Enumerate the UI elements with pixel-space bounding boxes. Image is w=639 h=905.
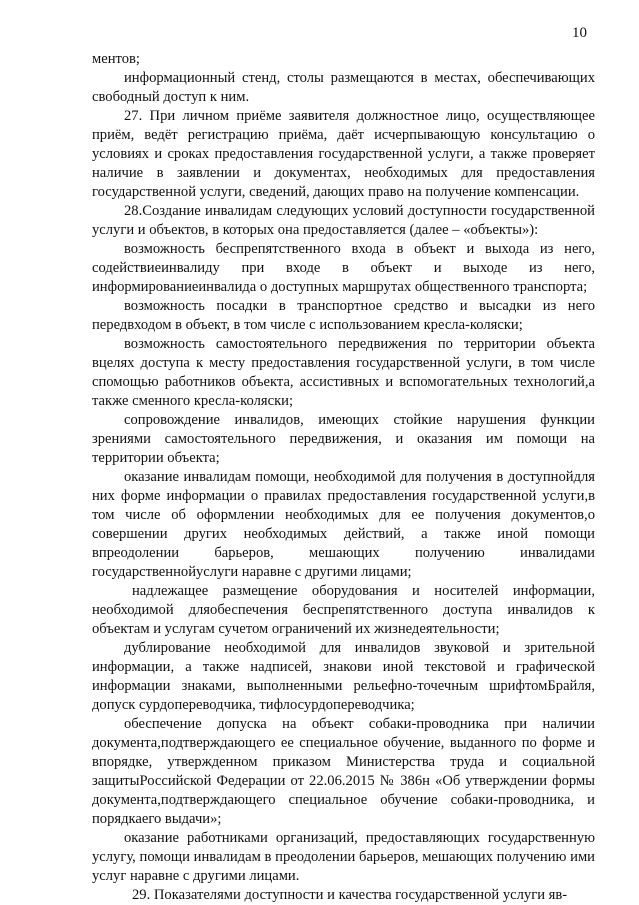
paragraph-27: 27. При личном приёме заявителя должностное лицо, осуществляющее приём, ведёт регистрацию приёма, даёт исчерпывающую консультацию о условиях и сроках предоставления государственной услуги, а также проверяет наличие в заявлении и документах, необходимых для предоставления государственной услуги, сведений, дающих право на получение компенсации. [92, 108, 595, 200]
paragraph-duplication: дублирование необходимой для инвалидов звуковой и зрительной информации, а также надписей, знакови иной текстовой и графической информации знаками, выполненными рельефно-точечным шрифтомБрайля, допуск сурдопереводчика, тифлосурдопереводчика; [92, 640, 595, 713]
paragraph-equipment: надлежащее размещение оборудования и носителей информации, необходимой дляобеспечения беспрепятственного доступа инвалидов к объектам и услугам сучетом ограничений их жизнедеятельности; [92, 583, 595, 637]
paragraph-staff-help: оказание работниками организаций, предоставляющих государственную услугу, помощи инвалидам в преодолении барьеров, мешающих получению ими услуг наравне с другими лицами. [92, 830, 595, 884]
paragraph-info-stand: информационный стенд, столы размещаются в местах, обеспечивающих свободный доступ к ним. [92, 70, 595, 105]
paragraph-escort: сопровождение инвалидов, имеющих стойкие нарушения функции зрениями самостоятельного передвижения, и оказания им помощи на территории объекта; [92, 412, 595, 466]
page-number: 10 [572, 25, 587, 41]
paragraph-28: 28.Создание инвалидам следующих условий доступности государственной услуги и объектов, в которых она предоставляется (далее – «объекты»): [92, 203, 595, 238]
paragraph-assistance: оказание инвалидам помощи, необходимой для получения в доступнойдля них форме информации о правилах предоставления государственной услуги,в том числе об оформлении необходимых для ее получения документов,о совершении других необходимых действий, а также иной помощи впреодолении барьеров, мешающих получению инвалидами государственнойуслуги наравне с другими лицами; [92, 469, 595, 580]
paragraph-guide-dog: обеспечение допуска на объект собаки-проводника при наличии документа,подтверждающего ее специальное обучение, выданного по форме и впорядке, утвержденном приказом Министерства труда и социальной защитыРоссийской Федерации от 22.06.2015 № 386н «Об утверждении формы документа,подтверждающего специальное обучение собаки-проводника, и порядкаего выдачи»; [92, 716, 595, 827]
document-body [92, 50, 595, 905]
paragraph-entry-exit: возможность беспрепятственного входа в объект и выхода из него, содействиеинвалиду при входе в объект и выходе из него, информированиеинвалида о доступных маршрутах общественного транспорта; [92, 241, 595, 295]
paragraph-29: 29. Показателями доступности и качества государственной услуги яв- [132, 887, 568, 903]
paragraph-continuation: ментов; [92, 51, 140, 67]
paragraph-boarding: возможность посадки в транспортное средство и высадки из него передвходом в объект, в том числе с использованием кресла-коляски; [92, 298, 595, 333]
paragraph-movement: возможность самостоятельного передвижения по территории объекта вцелях доступа к месту предоставления государственной услуги, в том числе спомощью работников объекта, ассистивных и вспомогательных технологий,а также сменного кресла-коляски; [92, 336, 595, 409]
